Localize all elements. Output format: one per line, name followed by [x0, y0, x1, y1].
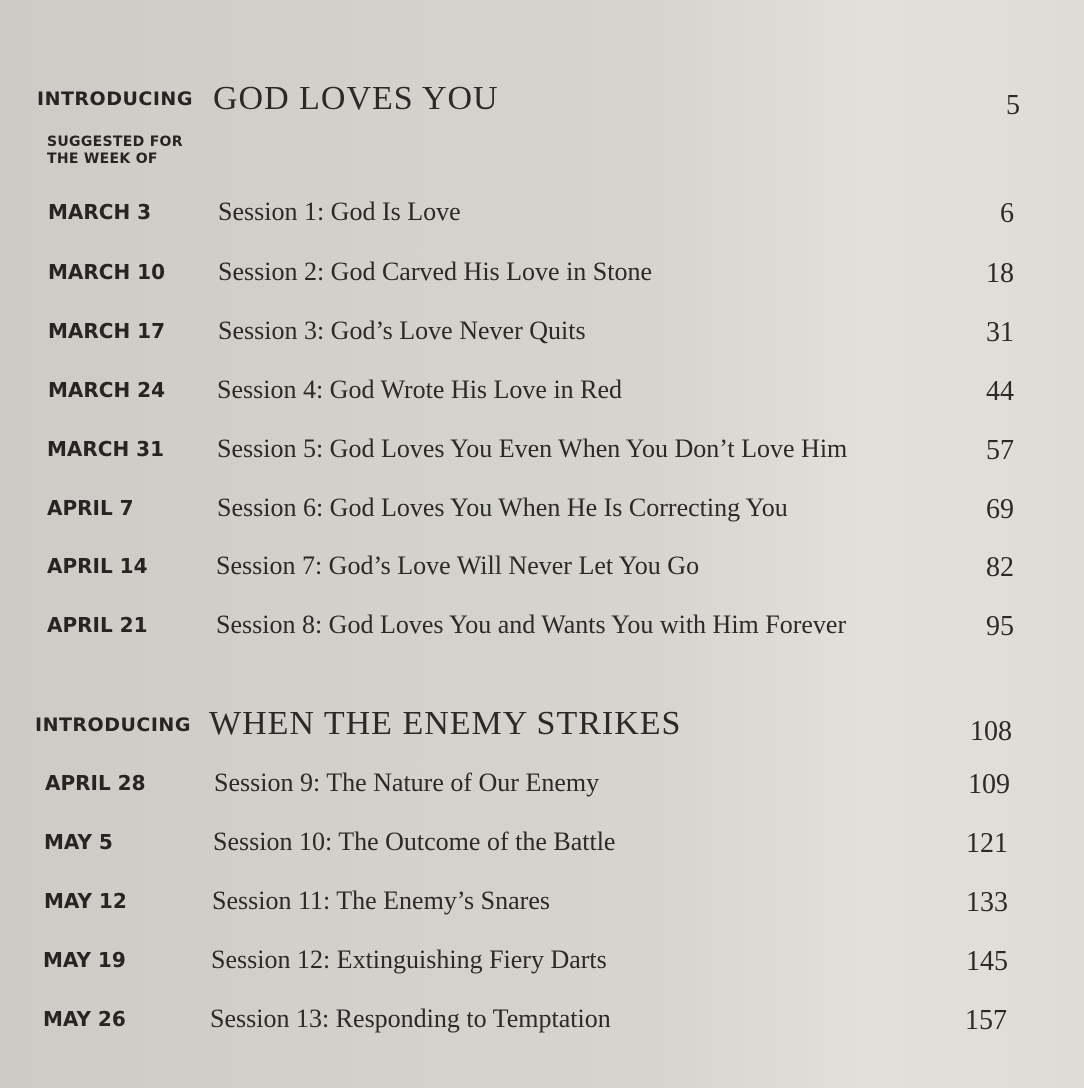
list-item[interactable] — [0, 827, 1084, 867]
session-title: Session 10: The Outcome of the Battle — [213, 827, 616, 856]
session-date: APRIL 14 — [47, 554, 148, 578]
session-page-number: 57 — [986, 435, 1014, 466]
session-title: Session 13: Responding to Temptation — [210, 1004, 611, 1033]
session-title: Session 6: God Loves You When He Is Correcting You — [217, 493, 788, 522]
session-date: APRIL 7 — [47, 496, 134, 520]
suggested-line-2: THE WEEK OF — [47, 151, 158, 167]
session-page-number: 31 — [986, 317, 1014, 348]
list-item[interactable] — [0, 434, 1084, 474]
list-item[interactable] — [0, 316, 1084, 356]
session-page-number: 121 — [966, 828, 1008, 859]
section-2-intro-label: INTRODUCING — [35, 714, 191, 736]
session-date: MAY 12 — [44, 889, 127, 913]
session-date: MARCH 17 — [48, 319, 165, 343]
session-title: Session 12: Extinguishing Fiery Darts — [211, 945, 607, 974]
session-title: Session 2: God Carved His Love in Stone — [218, 257, 653, 286]
session-date: MARCH 3 — [48, 200, 152, 224]
session-date: APRIL 28 — [45, 771, 146, 795]
list-item[interactable] — [0, 886, 1084, 926]
session-page-number: 69 — [986, 494, 1014, 525]
session-title: Session 1: God Is Love — [218, 197, 461, 226]
session-title: Session 11: The Enemy’s Snares — [212, 886, 550, 915]
list-item[interactable] — [0, 197, 1084, 237]
session-date: MARCH 24 — [48, 378, 165, 402]
session-title: Session 3: God’s Love Never Quits — [218, 316, 586, 345]
session-date: MARCH 31 — [47, 437, 164, 461]
list-item[interactable] — [0, 610, 1084, 650]
session-date: MAY 26 — [43, 1007, 126, 1031]
list-item[interactable] — [0, 551, 1084, 591]
session-page-number: 157 — [965, 1005, 1007, 1036]
session-title: Session 8: God Loves You and Wants You with Him Forever — [216, 610, 847, 639]
list-item[interactable] — [0, 1004, 1084, 1044]
session-page-number: 95 — [986, 611, 1014, 642]
session-page-number: 44 — [986, 376, 1014, 407]
session-page-number: 82 — [986, 552, 1014, 583]
session-date: APRIL 21 — [47, 613, 148, 637]
session-page-number: 133 — [966, 887, 1008, 918]
list-item[interactable] — [0, 768, 1084, 808]
section-1-title: GOD LOVES YOU — [213, 80, 499, 117]
suggested-line-1: SUGGESTED FOR — [47, 134, 183, 150]
session-date: MARCH 10 — [48, 260, 165, 284]
section-1-intro-label: INTRODUCING — [37, 88, 193, 110]
list-item[interactable] — [0, 493, 1084, 533]
suggested-week-label — [47, 134, 183, 168]
list-item[interactable] — [0, 375, 1084, 415]
session-page-number: 18 — [986, 258, 1014, 289]
session-title: Session 7: God’s Love Will Never Let You Go — [216, 551, 700, 580]
session-page-number: 145 — [966, 946, 1008, 977]
session-page-number: 109 — [968, 769, 1010, 800]
section-2-page-number: 108 — [970, 716, 1012, 747]
session-title: Session 5: God Loves You Even When You Don’t Love Him — [217, 434, 848, 463]
section-2-title: WHEN THE ENEMY STRIKES — [209, 705, 682, 742]
session-title: Session 9: The Nature of Our Enemy — [214, 768, 600, 797]
list-item[interactable] — [0, 945, 1084, 985]
session-date: MAY 19 — [43, 948, 126, 972]
list-item[interactable] — [0, 257, 1084, 297]
session-date: MAY 5 — [44, 830, 113, 854]
session-page-number: 6 — [1000, 198, 1014, 229]
session-title: Session 4: God Wrote His Love in Red — [217, 375, 623, 404]
section-1-page-number: 5 — [1006, 90, 1020, 121]
